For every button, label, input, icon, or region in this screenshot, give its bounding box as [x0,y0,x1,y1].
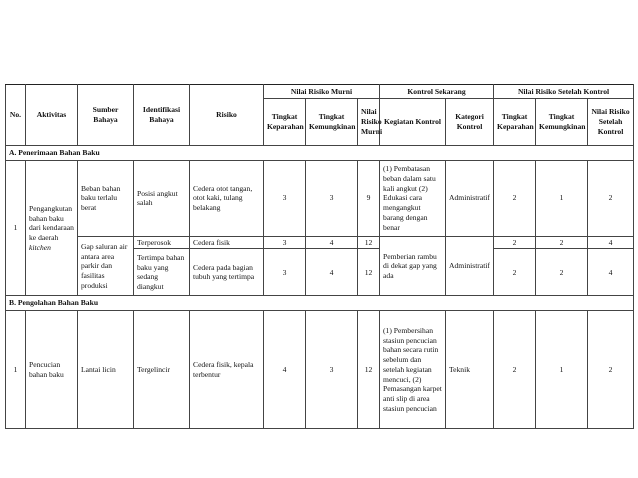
header-kategori-kontrol: Kategori Kontrol [446,99,494,146]
header-nilai-risiko: Nilai Risiko Murni [358,99,380,146]
cell-sumber: Gap saluran air antara area parkir dan fasilitas produksi [78,236,134,296]
cell-keparahan-2: 2 [494,236,536,249]
section-a-title: A. Penerimaan Bahan Baku [6,146,634,161]
header-identifikasi-bahaya: Identifikasi Bahaya [134,85,190,146]
cell-risiko: Cedera pada bagian tubuh yang tertimpa [190,249,264,296]
cell-nilai-2: 2 [588,160,634,236]
header-tingkat-kemungkinan: Tingkat Kemungkinan [306,99,358,146]
cell-risiko: Cedera fisik, kepala terbentur [190,311,264,429]
table-row [6,311,634,429]
cell-nilai: 12 [358,236,380,249]
section-a-row [6,146,634,161]
table-header [6,85,634,146]
cell-kemungkinan-2: 1 [536,160,588,236]
cell-identifikasi: Posisi angkut salah [134,160,190,236]
header-nilai-risiko-setelah-col: Nilai Risiko Setelah Kontrol [588,99,634,146]
cell-kategori: Administratif [446,160,494,236]
header-kegiatan-kontrol: Kegiatan Kontrol [380,99,446,146]
cell-keparahan-2: 2 [494,311,536,429]
risk-table [5,84,634,429]
cell-nilai: 12 [358,311,380,429]
cell-kemungkinan: 3 [306,160,358,236]
cell-kemungkinan-2: 2 [536,236,588,249]
cell-kegiatan: Pemberian rambu di dekat gap yang ada [380,236,446,296]
header-tingkat-kemungkinan-2: Tingkat Kemungkinan [536,99,588,146]
cell-keparahan: 3 [264,236,306,249]
header-risiko: Risiko [190,85,264,146]
row-no: 1 [6,160,26,296]
table-row [6,160,634,236]
cell-risiko: Cedera fisik [190,236,264,249]
cell-risiko: Cedera otot tangan, otot kaki, tulang belakang [190,160,264,236]
cell-sumber: Lantai licin [78,311,134,429]
row-aktivitas: Pencucian bahan baku [26,311,78,429]
header-nilai-risiko-murni: Nilai Risiko Murni [264,85,380,99]
header-aktivitas: Aktivitas [26,85,78,146]
header-sumber-bahaya: Sumber Bahaya [78,85,134,146]
cell-kategori: Administratif [446,236,494,296]
cell-nilai: 12 [358,249,380,296]
cell-keparahan-2: 2 [494,249,536,296]
cell-nilai-2: 4 [588,236,634,249]
header-no: No. [6,85,26,146]
cell-sumber: Beban bahan baku terlalu berat [78,160,134,236]
row-no: 1 [6,311,26,429]
aktivitas-italic: kitchen [29,242,51,252]
table-row [6,236,634,249]
risk-assessment-sheet [5,84,633,429]
cell-kemungkinan-2: 1 [536,311,588,429]
row-aktivitas [26,160,78,296]
aktivitas-text: Pengangkutan bahan baku dari kendaraan ke daerah [29,203,74,242]
header-tingkat-keparahan: Tingkat Keparahan [264,99,306,146]
header-kontrol-sekarang: Kontrol Sekarang [380,85,494,99]
section-b-title: B. Pengolahan Bahan Baku [6,296,634,311]
cell-kategori: Teknik [446,311,494,429]
header-tingkat-keparahan-2: Tingkat Keparahan [494,99,536,146]
cell-kemungkinan-2: 2 [536,249,588,296]
cell-kemungkinan: 4 [306,249,358,296]
cell-kegiatan: (1) Pembatasan beban dalam satu kali angkut (2) Edukasi cara mengangkut barang dengan benar [380,160,446,236]
header-nilai-risiko-setelah: Nilai Risiko Setelah Kontrol [494,85,634,99]
cell-kemungkinan: 4 [306,236,358,249]
cell-identifikasi: Tertimpa bahan baku yang sedang diangkut [134,249,190,296]
cell-identifikasi: Terperosok [134,236,190,249]
cell-keparahan: 3 [264,249,306,296]
cell-kemungkinan: 3 [306,311,358,429]
cell-nilai: 9 [358,160,380,236]
cell-keparahan: 4 [264,311,306,429]
cell-nilai-2: 4 [588,249,634,296]
cell-kegiatan: (1) Pembersihan stasiun pencucian bahan secara rutin sebelum dan setelah kegiatan mencuci, (2) Pemasangan karpet anti slip di area stasiun pencucian [380,311,446,429]
cell-keparahan: 3 [264,160,306,236]
cell-keparahan-2: 2 [494,160,536,236]
cell-nilai-2: 2 [588,311,634,429]
cell-identifikasi: Tergelincir [134,311,190,429]
section-b-row [6,296,634,311]
